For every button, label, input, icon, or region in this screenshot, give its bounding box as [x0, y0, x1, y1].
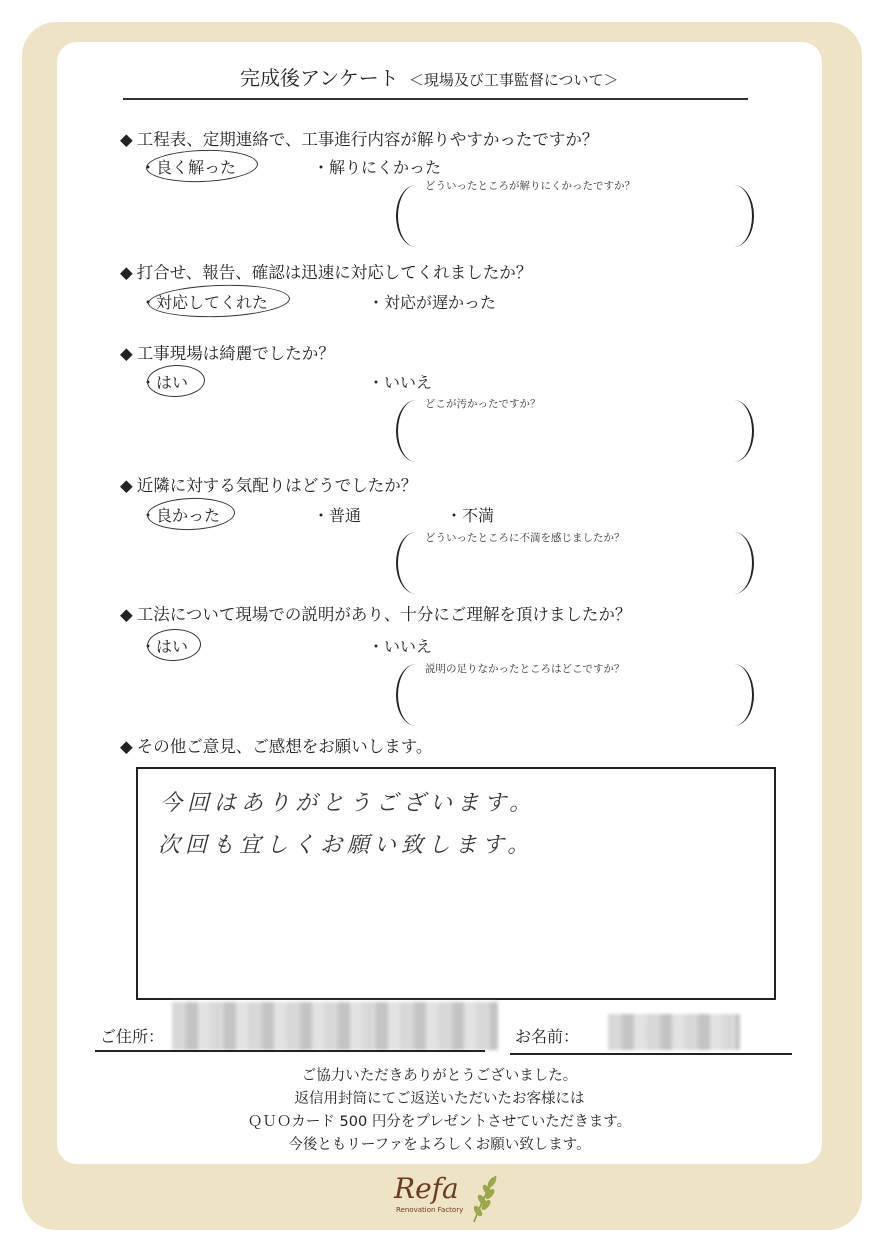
diamond-bullet-icon: ◆ [120, 344, 133, 363]
logo-tagline: Renovation Factory [396, 1206, 464, 1214]
name-label: お名前： [515, 1027, 580, 1046]
title-underline [123, 98, 748, 100]
q4-option-1[interactable]: ・良かった [140, 506, 221, 525]
comment-line-2: 次回も宜しくお願い致します。 [158, 833, 535, 858]
question-4: ◆ 近隣に対する気配りはどうでしたか？ [120, 476, 418, 495]
comment-line-1: 今回はありがとうございます。 [160, 791, 537, 816]
q5-option-1[interactable]: ・はい [140, 637, 189, 656]
refa-logo [388, 1170, 508, 1230]
q2-option-2[interactable]: ・対応が遅かった [368, 293, 497, 312]
address-label: ご住所： [100, 1027, 165, 1046]
q3-followup-prompt: どこが汚かったですか？ [425, 398, 541, 410]
q1-followup-prompt: どういったところが解りにくかったですか？ [425, 180, 635, 192]
name-field-redacted[interactable] [608, 1014, 740, 1050]
diamond-bullet-icon: ◆ [120, 737, 133, 756]
q2-option-1[interactable]: ・対応してくれた [140, 293, 269, 312]
q4-option-2[interactable]: ・普通 [313, 506, 362, 525]
q4-option-3[interactable]: ・不満 [446, 506, 495, 525]
diamond-bullet-icon: ◆ [120, 605, 133, 624]
diamond-bullet-icon: ◆ [120, 130, 133, 149]
question-1: ◆ 工程表、定期連絡で、工事進行内容が解りやすかったですか？ [120, 130, 599, 149]
address-field-redacted[interactable] [172, 1002, 498, 1050]
thanks-line-1: ご協力いただきありがとうございました。 [301, 1068, 578, 1084]
page-title: 完成後アンケート ＜現場及び工事監督について＞ [240, 66, 619, 90]
q4-followup-prompt: どういったところに不満を感じましたか？ [425, 532, 625, 544]
q1-option-2[interactable]: ・解りにくかった [313, 158, 442, 177]
q3-option-2[interactable]: ・いいえ [368, 373, 433, 392]
page-subtitle: ＜現場及び工事監督について＞ [408, 71, 619, 89]
q5-followup-prompt: 説明の足りなかったところはどこですか？ [425, 663, 625, 675]
q5-option-2[interactable]: ・いいえ [368, 637, 433, 656]
thanks-line-4: 今後ともリーファをよろしくお願い致します。 [288, 1137, 591, 1153]
comments-prompt: ◆ その他ご意見、ご感想をお願いします。 [120, 737, 433, 756]
question-3: ◆ 工事現場は綺麗でしたか？ [120, 344, 335, 363]
thanks-line-2: 返信用封筒にてご返送いただいたお客様には [294, 1091, 585, 1107]
question-5: ◆ 工法について現場での説明があり、十分にご理解を頂けましたか？ [120, 605, 632, 624]
diamond-bullet-icon: ◆ [120, 263, 133, 282]
q3-option-1[interactable]: ・はい [140, 373, 189, 392]
wheat-leaf-icon [468, 1172, 502, 1224]
logo-name: Refa [394, 1172, 459, 1205]
q1-option-1[interactable]: ・良く解った [140, 158, 237, 177]
thanks-line-3: ＱＵＯカード 500 円分をプレゼントさせていただきます。 [247, 1114, 632, 1130]
question-2: ◆ 打合せ、報告、確認は迅速に対応してくれましたか？ [120, 263, 533, 282]
name-underline [510, 1053, 792, 1055]
address-underline [95, 1050, 485, 1052]
diamond-bullet-icon: ◆ [120, 476, 133, 495]
